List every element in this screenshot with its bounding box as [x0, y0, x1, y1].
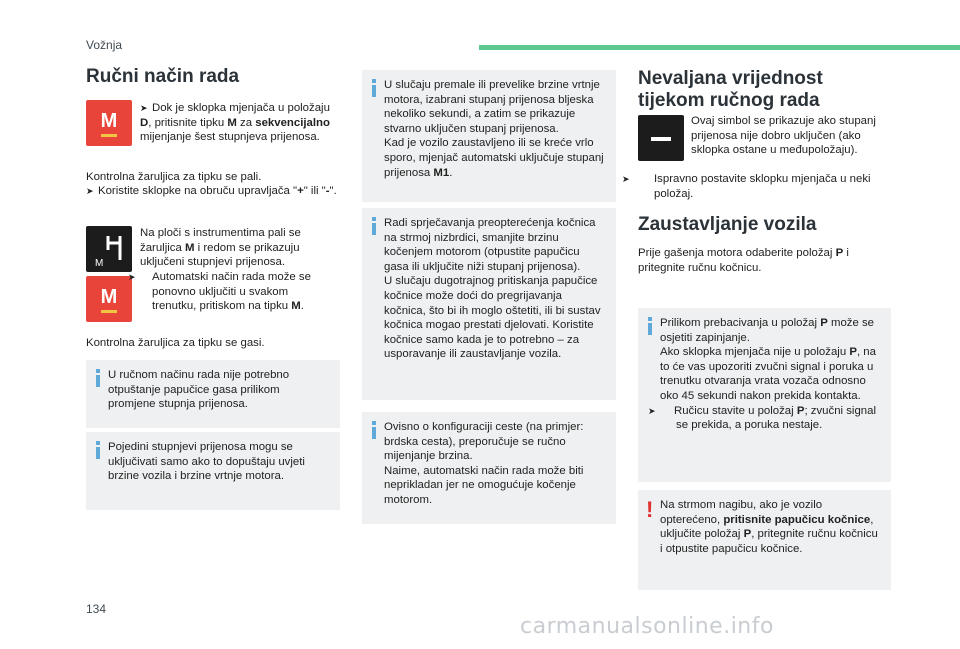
bullet-arrow-icon: ➤: [622, 174, 630, 184]
tip-box: [362, 412, 616, 524]
lamp-on-text: Kontrolna žaruljica za tipku se pali.: [86, 171, 262, 183]
info-icon: [95, 369, 101, 387]
m-button-icon: [86, 100, 132, 146]
tip-box: [86, 360, 340, 428]
bullet-arrow-icon: ➤: [648, 405, 656, 416]
tip-step: ➤ Ručicu stavite u položaj P; zvučni signal se prekida, a poruka nestaje.: [648, 404, 876, 432]
tip-text: Radi sprječavanja preopterećenja kočnica na strmoj nizbrdici, smanjite brzinu kočenjem motorom (otpustite papučicu gasa ili uključite niži stupanj prijenosa).: [384, 217, 596, 273]
lamp-off-text: Kontrolna žaruljica za tipku se gasi.: [86, 337, 265, 349]
m-button-icon: [86, 276, 132, 322]
page-number: 134: [86, 602, 107, 616]
tip-box: [362, 70, 616, 202]
stop-text: Prije gašenja motora odaberite položaj P i pritegnite ručnu kočnicu.: [638, 247, 849, 274]
tip-text: Ovisno o konfiguraciji ceste (na primjer: brdska cesta), preporučuje se ručno mijenjanje brzina.: [384, 421, 584, 463]
svg-text:M: M: [100, 110, 118, 132]
tip-text: U slučaju premale ili prevelike brzine vrtnje motora, izabrani stupanj prijenosa bljeska nekoliko sekundi, a zatim se prikazuje stvarno uključen stupanj prijenosa.: [384, 79, 600, 135]
tip-text: Pojedini stupnjevi prijenosa mogu se uključivati samo ako to dopuštaju uvjeti brzine vozila i brzine vrtnje motora.: [108, 441, 305, 483]
step-2: ➤ Koristite sklopke na obruču upravljača "+" ili "-".: [86, 185, 337, 197]
tip-text: Kad je vozilo zaustavljeno ili se kreće vrlo sporo, mjenjač automatski uključuje stupanj prijenosa M1.: [384, 137, 604, 179]
step-1: ➤ Dok je sklopka mjenjača u položaju D, pritisnite tipku M za sekvencijalno mijenjanje šest stupnjeva prijenosa.: [140, 102, 330, 144]
info-icon: [371, 79, 377, 97]
tip-text: Ako sklopka mjenjača nije u položaju P, na to će vas upozoriti zvučni signal i poruka u trenutku otvaranja vrata vozača odnosno oko 45 sekundi nakon prekida kontakta.: [660, 346, 876, 402]
section-accent-bar: [479, 45, 960, 50]
invalid-text: Ovaj simbol se prikazuje ako stupanj prijenosa nije dobro uključen (ako sklopka ostane u međupoložaju).: [691, 115, 876, 157]
tip-text: U slučaju dugotrajnog pritiskanja papučice kočnice može doći do pregrijavanja kočnica, što bi ih moglo oštetiti, ili bi sustav kočnica mogao prestati djelovati. Koristite kočnice samo kada je to potrebno – za usporavanje ili zaustavljanje vozila.: [384, 275, 601, 361]
svg-text:M: M: [95, 258, 104, 269]
title-invalid-value: Nevaljana vrijednost tijekom ručnog rada: [638, 68, 823, 111]
cluster-gear-indicator-icon: [86, 226, 132, 272]
tip-box: [86, 432, 340, 510]
tip-text: Prilikom prebacivanja u položaj P može se osjetiti zapinjanje.: [660, 317, 875, 344]
invalid-step: ➤ Ispravno postavite sklopku mjenjača u neki položaj.: [622, 173, 871, 200]
watermark: carmanualsonline.info: [520, 614, 774, 639]
section-label: Vožnja: [86, 38, 123, 52]
tip-text: Naime, automatski način rada može biti neprikladan jer ne omogućuje kočenje motorom.: [384, 464, 584, 506]
info-icon: [371, 421, 377, 439]
warning-text: Na strmom nagibu, ako je vozilo opterećeno, pritisnite papučicu kočnice, uključite položaj P, pritegnite ručnu kočnicu i otpustite papučicu kočnice.: [660, 499, 878, 555]
tip-box: [362, 208, 616, 400]
tip-box: [638, 308, 891, 482]
bullet-arrow-icon: ➤: [128, 272, 136, 282]
bullet-arrow-icon: ➤: [140, 103, 148, 113]
info-icon: [647, 317, 653, 335]
warning-box: [638, 490, 891, 590]
tip-text: U ručnom načinu rada nije potrebno otpuštanje papučice gasa prilikom promjene stupnja prijenosa.: [108, 369, 290, 411]
auto-mode-step: ➤ Automatski način rada može se ponovno uključiti u svakom trenutku, pritiskom na tipku M.: [128, 271, 311, 313]
info-icon: [95, 441, 101, 459]
svg-text:M: M: [100, 286, 118, 308]
title-stopping: Zaustavljanje vozila: [638, 214, 817, 235]
warning-icon: !: [646, 497, 654, 522]
info-icon: [371, 217, 377, 235]
invalid-gear-icon: [638, 115, 684, 161]
bullet-arrow-icon: ➤: [86, 186, 94, 196]
cluster-text: Na ploči s instrumentima pali se žaruljica M i redom se prikazuju uključeni stupnjevi prijenosa.: [140, 227, 301, 269]
title-manual-mode: Ručni način rada: [86, 66, 240, 87]
